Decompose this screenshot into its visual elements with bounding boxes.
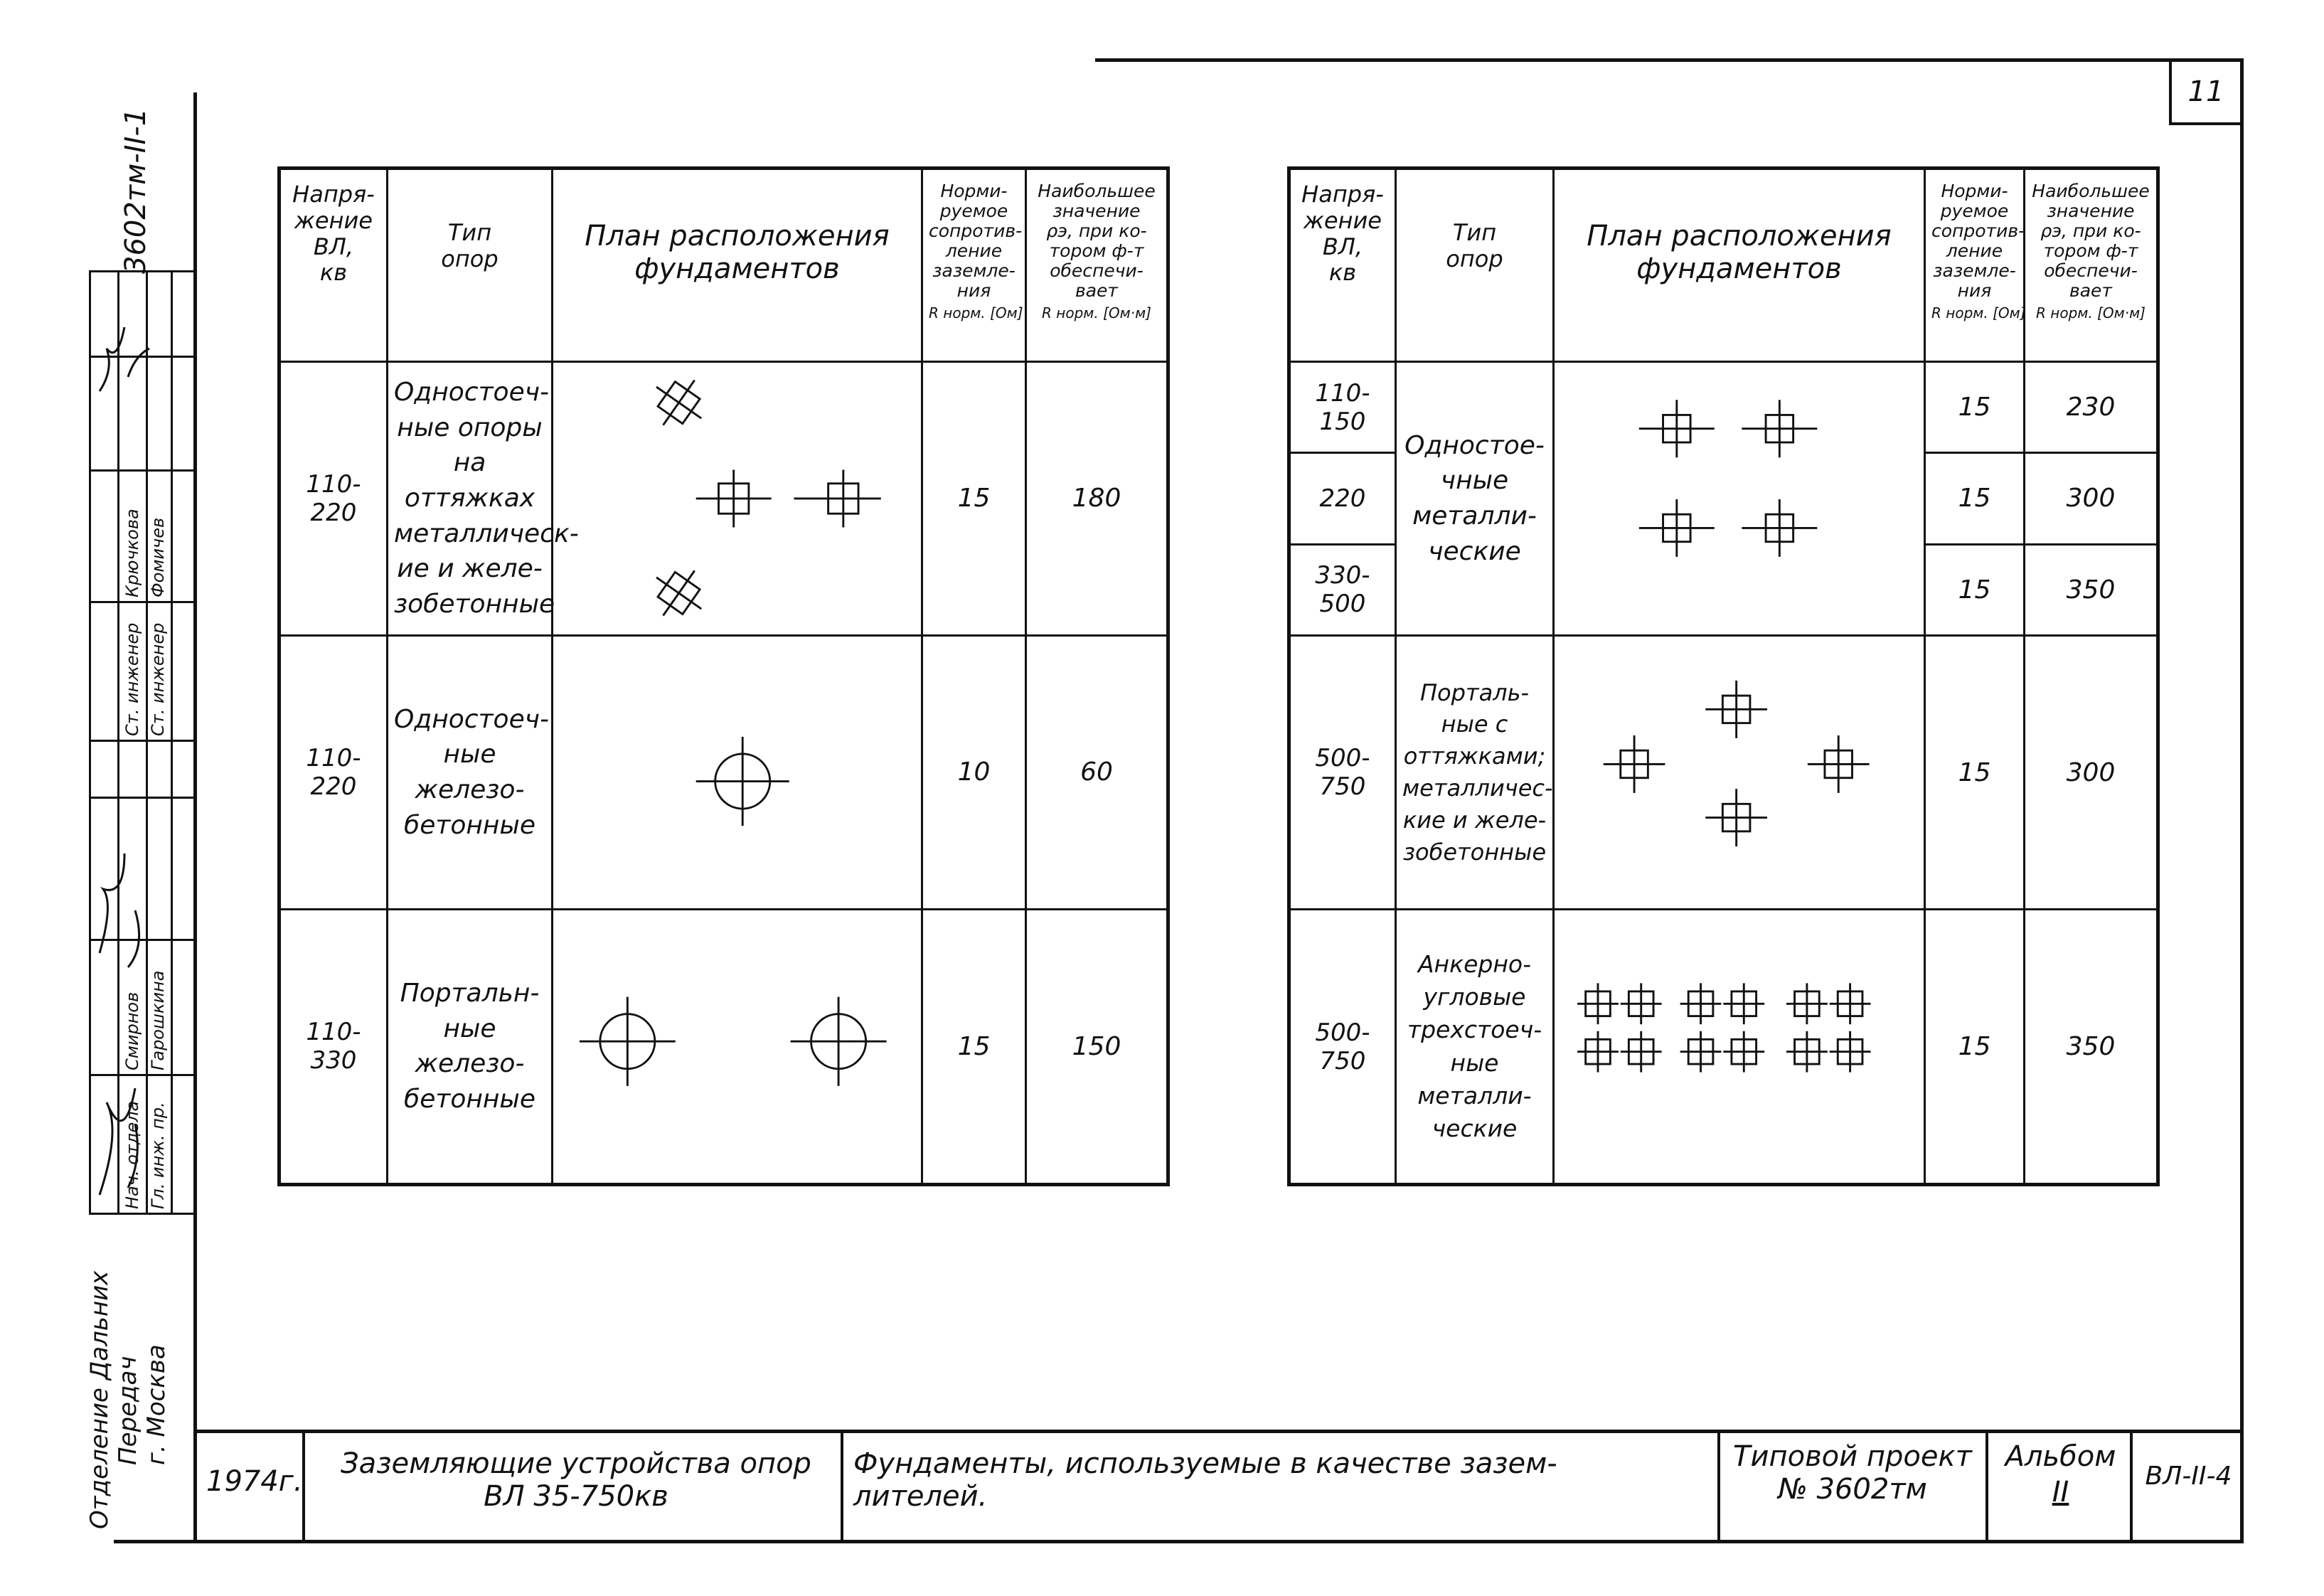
rho-cell: 180 bbox=[1026, 362, 1168, 636]
col-plan-header: План расположения фундаментов bbox=[1554, 169, 1925, 362]
title-block-divider bbox=[2130, 1430, 2133, 1542]
foundation-plan-single-circle bbox=[559, 641, 915, 904]
plan-cell bbox=[1554, 910, 1925, 1185]
voltage-cell: 220 bbox=[1289, 453, 1396, 544]
stamp-name-1: Смирнов bbox=[122, 991, 142, 1070]
col-type-header: Тип опор bbox=[1396, 169, 1554, 362]
plan-cell bbox=[1554, 636, 1925, 910]
organization-line-2: Передач bbox=[114, 1356, 142, 1465]
col-resistance-header: Норми- руемое сопротив- ление заземле- ния R норм. [Ом] bbox=[922, 169, 1026, 362]
right-foundation-table bbox=[1287, 166, 2160, 1186]
table-row bbox=[1289, 362, 2158, 453]
resistance-cell: 15 bbox=[922, 362, 1026, 636]
foundation-plan-four-squares bbox=[1560, 367, 1918, 630]
rho-cell: 300 bbox=[2025, 636, 2158, 910]
title-block-album-label: Альбом bbox=[2005, 1440, 2116, 1473]
voltage-cell: 110-220 bbox=[279, 635, 388, 909]
stamp-role-4: Ст. инженер bbox=[148, 622, 168, 736]
rho-cell: 300 bbox=[2025, 453, 2158, 544]
stamp-role-1: Нач. отдела bbox=[122, 1100, 142, 1209]
stamp-name-4: Фомичев bbox=[148, 517, 168, 597]
title-block-subject: Фундаменты, используемые в качестве зазем- лителей. bbox=[853, 1447, 1557, 1513]
resistance-cell: 15 bbox=[1925, 544, 2025, 635]
title-block-divider bbox=[841, 1430, 843, 1542]
rho-cell: 150 bbox=[1026, 909, 1168, 1184]
type-cell: Анкерно- угловые трехстоеч- ные металли- ческие bbox=[1396, 910, 1554, 1185]
title-block-divider bbox=[1985, 1430, 1988, 1542]
type-cell: Одностоеч- ные железо- бетонные bbox=[388, 635, 553, 909]
table-row bbox=[1289, 636, 2158, 910]
plan-cell bbox=[553, 909, 922, 1184]
rho-cell: 230 bbox=[2025, 362, 2158, 453]
title-block-album-number: II bbox=[2052, 1476, 2069, 1509]
resistance-cell: 15 bbox=[922, 909, 1026, 1184]
stamp-row-line bbox=[89, 1213, 196, 1215]
rho-cell: 60 bbox=[1026, 635, 1168, 909]
title-block-code: ВЛ-II-4 bbox=[2145, 1462, 2232, 1491]
type-cell: Одностоеч- ные опоры на оттяжках металлическ- ие и желе- зобетонные bbox=[388, 362, 553, 636]
frame-bottom-line bbox=[114, 1540, 2244, 1543]
resistance-cell: 15 bbox=[1925, 453, 2025, 544]
title-block-divider bbox=[1717, 1430, 1720, 1542]
stamp-role-2: Гл. инж. пр. bbox=[148, 1102, 168, 1209]
col-type-header: Тип опор bbox=[388, 169, 553, 362]
voltage-cell: 330-500 bbox=[1289, 544, 1396, 635]
plan-cell bbox=[1554, 362, 1925, 636]
resistance-cell: 15 bbox=[1925, 910, 2025, 1185]
voltage-cell: 110-220 bbox=[279, 362, 388, 636]
type-cell: Одностое- чные металли- ческие bbox=[1396, 362, 1554, 636]
type-cell: Порталь- ные с оттяжками; металличес- кие и желе- зобетонные bbox=[1396, 636, 1554, 910]
designation-top: 3602тм-II-1 bbox=[119, 107, 152, 274]
sheet-number-box bbox=[2169, 61, 2240, 125]
stamp-role-3: Ст. инженер bbox=[122, 622, 142, 736]
col-rho-header: Наибольшее значение ρэ, при ко- тором ф-т обеспечи- вает R норм. [Ом·м] bbox=[2025, 169, 2158, 362]
col-rho-header: Наибольшее значение ρэ, при ко- тором ф-т обеспечи- вает R норм. [Ом·м] bbox=[1026, 169, 1168, 362]
foundation-plan-two-circles bbox=[559, 915, 915, 1179]
col-voltage-header: Напря- жение ВЛ, кв bbox=[279, 169, 388, 362]
col-plan-header: План расположения фундаментов bbox=[553, 169, 922, 362]
title-block-top-line bbox=[193, 1430, 2244, 1433]
resistance-cell: 10 bbox=[922, 635, 1026, 909]
foundation-plan-four-squares-guyed bbox=[1560, 641, 1918, 904]
col-voltage-header: Напря- жение ВЛ, кв bbox=[1289, 169, 1396, 362]
title-block-title: Заземляющие устройства опор ВЛ 35-750кв bbox=[341, 1447, 811, 1513]
resistance-cell: 15 bbox=[1925, 636, 2025, 910]
rho-cell: 350 bbox=[2025, 910, 2158, 1185]
voltage-cell: 500-750 bbox=[1289, 910, 1396, 1185]
title-block-divider bbox=[302, 1430, 305, 1542]
title-block-year: 1974г. bbox=[206, 1465, 303, 1498]
plan-cell bbox=[553, 362, 922, 636]
frame-top-line bbox=[1095, 58, 2244, 62]
table-row bbox=[279, 909, 1168, 1184]
voltage-cell: 110-330 bbox=[279, 909, 388, 1184]
frame-right-line bbox=[2240, 58, 2244, 1542]
organization-line-1: Отделение Дальних bbox=[85, 1270, 114, 1529]
foundation-plan-diagonal-squares bbox=[559, 367, 915, 630]
type-cell: Портальн- ные железо- бетонные bbox=[388, 909, 553, 1184]
title-block-project: Типовой проект № 3602тм bbox=[1733, 1440, 1972, 1506]
table-row bbox=[279, 362, 1168, 636]
resistance-cell: 15 bbox=[1925, 362, 2025, 453]
left-foundation-table bbox=[277, 166, 1170, 1186]
voltage-cell: 110-150 bbox=[1289, 362, 1396, 453]
plan-cell bbox=[553, 635, 922, 909]
foundation-plan-twelve-squares bbox=[1560, 915, 1918, 1179]
sheet-number: 11 bbox=[2187, 75, 2224, 108]
signature-scribbles bbox=[89, 270, 196, 1213]
col-resistance-header: Норми- руемое сопротив- ление заземле- ния R норм. [Ом] bbox=[1925, 169, 2025, 362]
voltage-cell: 500-750 bbox=[1289, 636, 1396, 910]
organization-line-3: г. Москва bbox=[142, 1344, 171, 1465]
rho-cell: 350 bbox=[2025, 544, 2158, 635]
stamp-name-2: Гарошкина bbox=[148, 970, 168, 1070]
table-row bbox=[279, 635, 1168, 909]
stamp-name-3: Крючкова bbox=[122, 509, 142, 597]
table-row bbox=[1289, 910, 2158, 1185]
